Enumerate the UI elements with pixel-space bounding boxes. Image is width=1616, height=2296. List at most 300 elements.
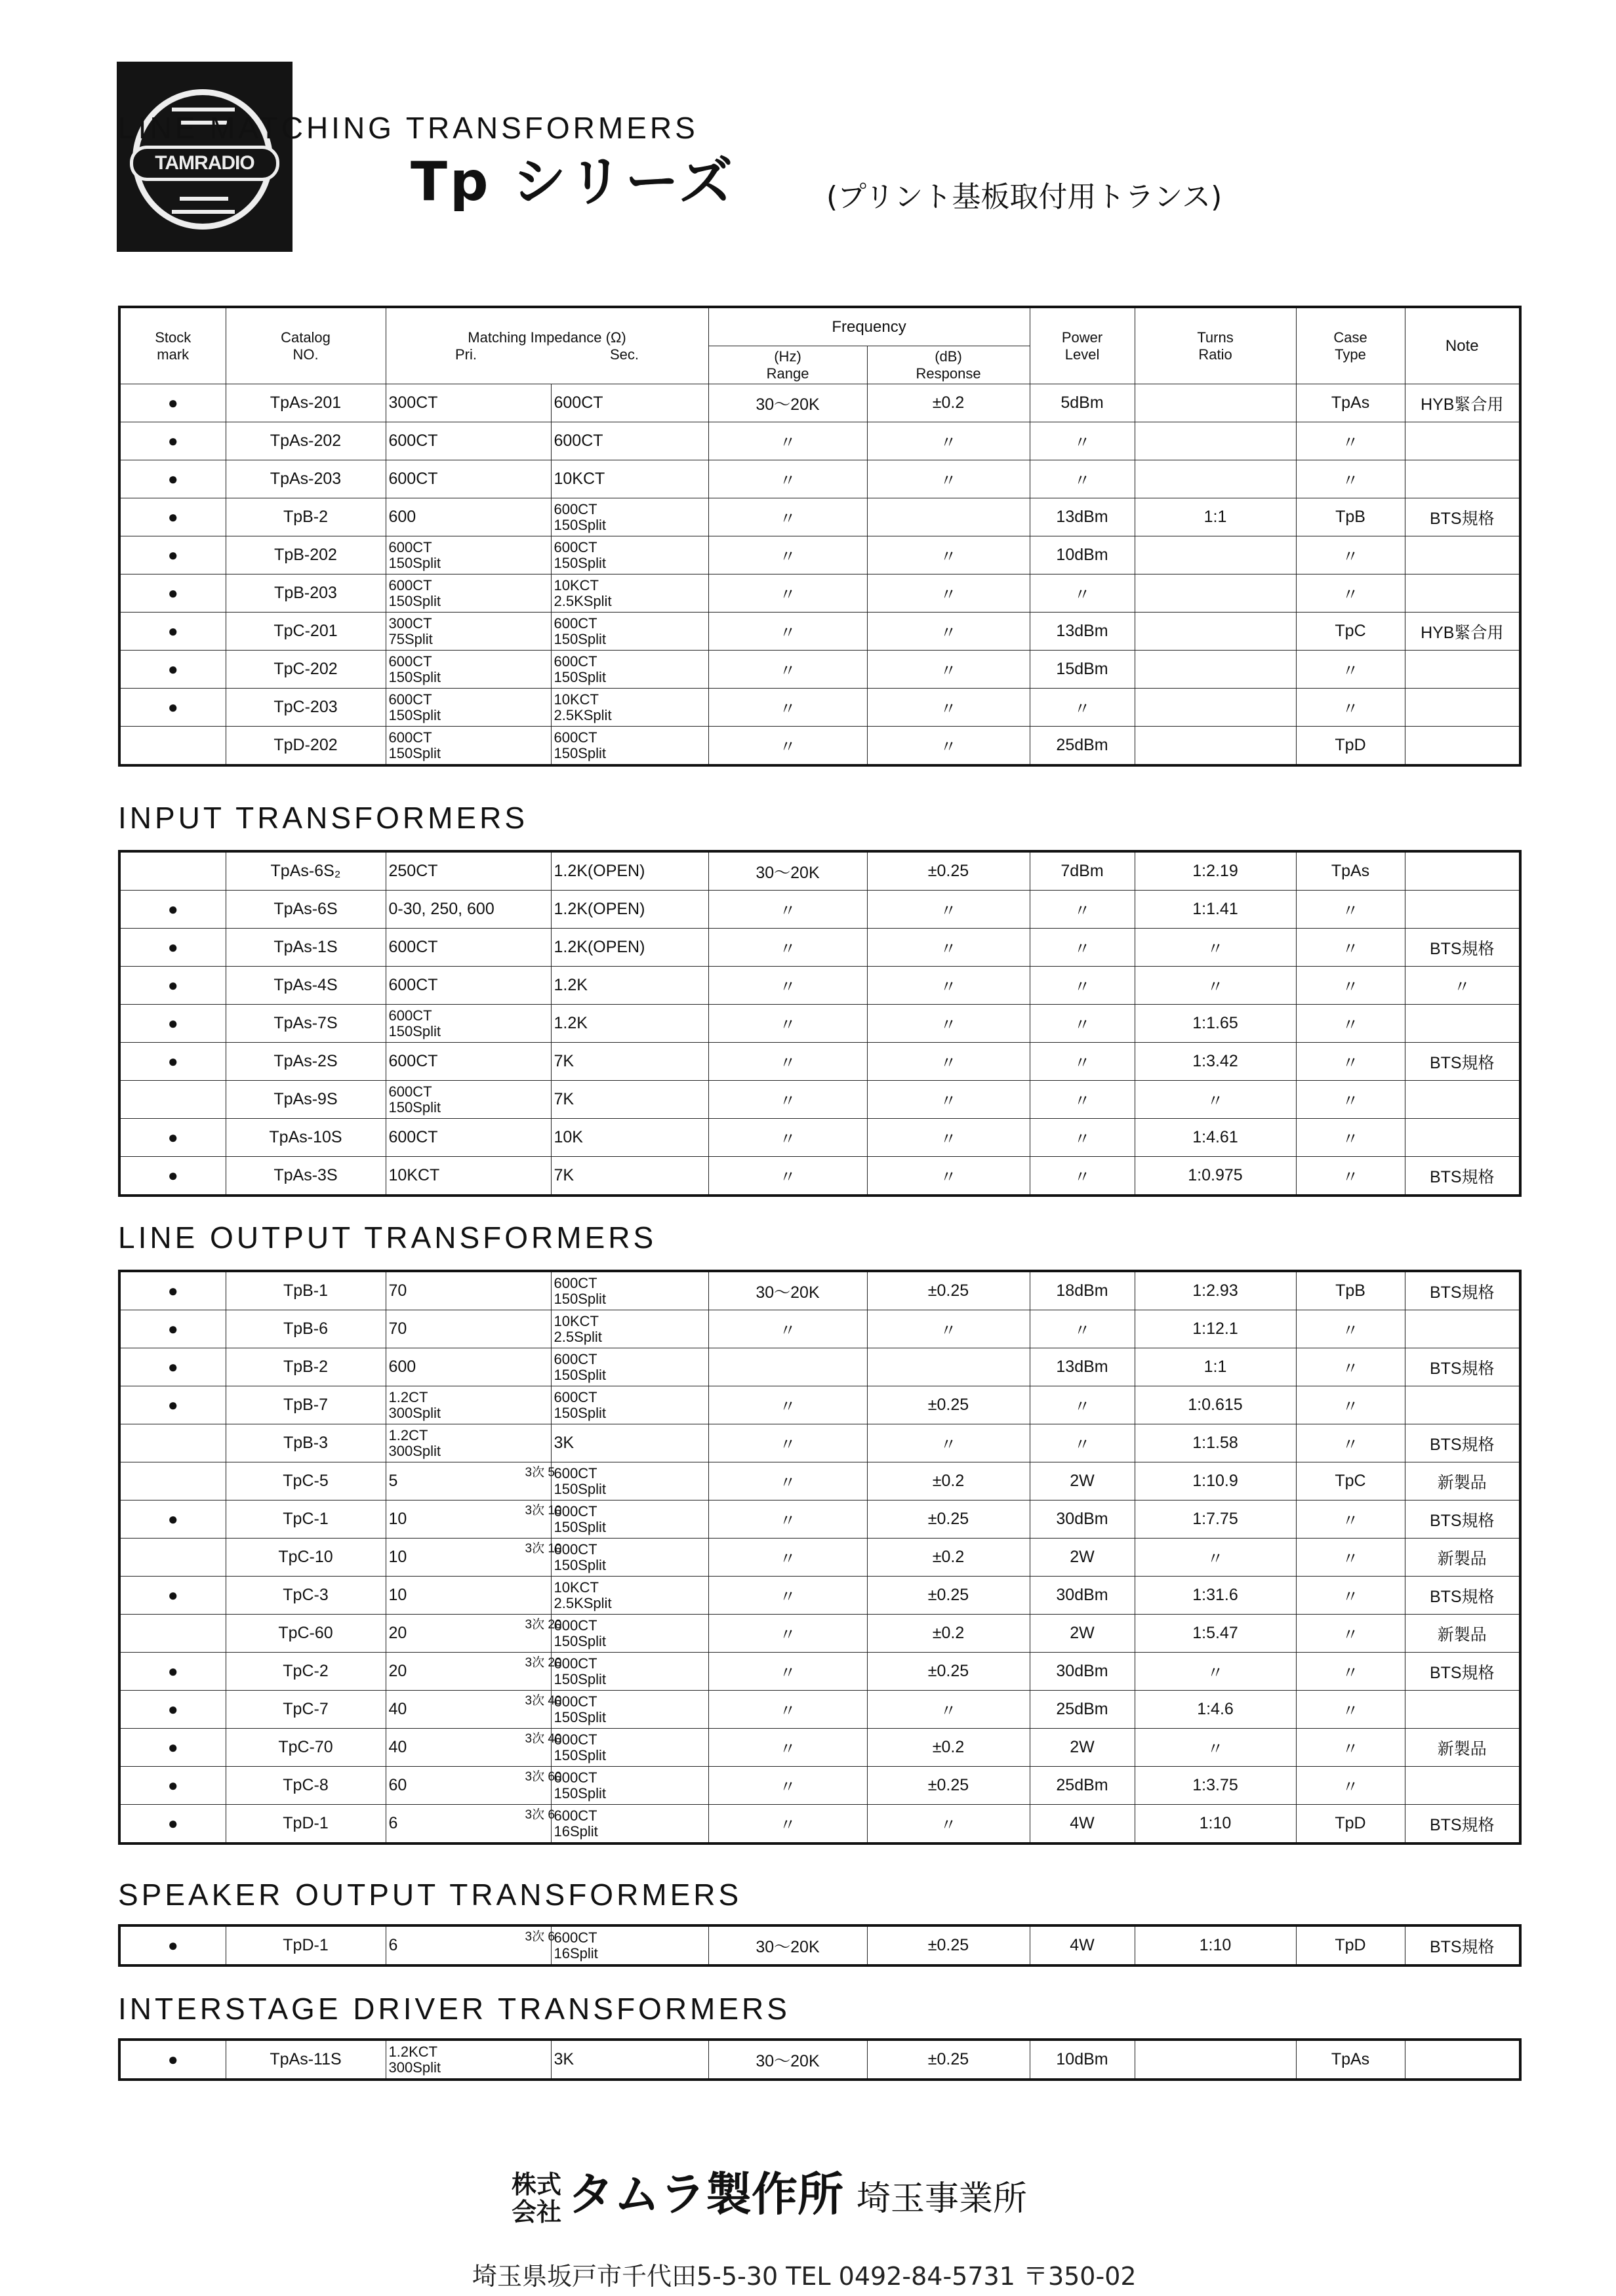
company-name: タムラ製作所 <box>568 2167 844 2221</box>
primary-impedance-line: 300CT <box>388 614 432 632</box>
turns-ratio: 〃 <box>1135 1081 1296 1119</box>
secondary-impedance <box>551 891 708 929</box>
turns-ratio: 1:0.975 <box>1135 1157 1296 1196</box>
note <box>1405 1119 1520 1157</box>
frequency-response: ±0.2 <box>867 1729 1030 1767</box>
header-range-line: (Hz) <box>774 348 801 365</box>
frequency-response: 〃 <box>867 574 1030 613</box>
case-type: TpB <box>1296 498 1405 536</box>
power-level: 7dBm <box>1030 851 1135 891</box>
note: BTS規格 <box>1405 498 1520 536</box>
footer-company <box>512 2158 1027 2226</box>
secondary-impedance-line: 150Split <box>554 668 607 685</box>
turns-ratio: 1:10 <box>1135 1805 1296 1844</box>
secondary-impedance-line: 7K <box>554 1166 575 1184</box>
primary-impedance-line: 150Split <box>388 668 441 685</box>
secondary-impedance-line: 150Split <box>554 1518 607 1535</box>
note: HYB緊合用 <box>1405 613 1520 651</box>
secondary-impedance <box>551 1462 708 1500</box>
header-impedance-sub <box>389 346 706 363</box>
transformer-table <box>118 2038 1522 2081</box>
frequency-response: ±0.25 <box>867 851 1030 891</box>
primary-impedance <box>386 2040 551 2080</box>
header-row <box>119 307 1520 346</box>
turns-ratio: 1:3.75 <box>1135 1767 1296 1805</box>
turns-ratio <box>1135 460 1296 498</box>
table-row <box>119 384 1520 422</box>
header-turns-ratio <box>1135 307 1296 384</box>
catalog-no: TpAs-201 <box>226 384 386 422</box>
case-type: 〃 <box>1296 460 1405 498</box>
primary-impedance <box>386 1119 551 1157</box>
table-row <box>119 1577 1520 1615</box>
transformer-table <box>118 850 1522 1197</box>
power-level: 〃 <box>1030 891 1135 929</box>
case-type: 〃 <box>1296 422 1405 460</box>
catalog-no: TpC-8 <box>226 1767 386 1805</box>
catalog-no: TpC-203 <box>226 689 386 727</box>
catalog-no: TpAs-6S <box>226 891 386 929</box>
note <box>1405 727 1520 766</box>
catalog-no: TpD-1 <box>226 1925 386 1965</box>
stock-mark: ● <box>119 1005 226 1043</box>
turns-ratio: 〃 <box>1135 929 1296 967</box>
note <box>1405 2040 1520 2080</box>
primary-impedance-line: 75Split <box>388 630 433 647</box>
turns-ratio: 1:5.47 <box>1135 1615 1296 1653</box>
case-type: 〃 <box>1296 1386 1405 1424</box>
secondary-impedance <box>551 1310 708 1348</box>
frequency-range: 〃 <box>708 1615 867 1653</box>
stock-mark: ● <box>119 1767 226 1805</box>
secondary-impedance-line: 600CT <box>554 729 597 746</box>
header-sec: Sec. <box>609 346 639 363</box>
power-level: 〃 <box>1030 1386 1135 1424</box>
secondary-impedance <box>551 536 708 574</box>
table-row <box>119 1729 1520 1767</box>
frequency-range: 〃 <box>708 1157 867 1196</box>
frequency-response: 〃 <box>867 613 1030 651</box>
frequency-range: 〃 <box>708 1767 867 1805</box>
secondary-impedance-line: 150Split <box>554 1632 607 1649</box>
secondary-impedance <box>551 1386 708 1424</box>
secondary-impedance-line: 1.2K(OPEN) <box>554 938 645 956</box>
power-level: 25dBm <box>1030 1767 1135 1805</box>
header-catalog-no-line: Catalog <box>281 329 331 346</box>
primary-impedance-line: 70 <box>388 1319 407 1338</box>
secondary-impedance-line: 600CT <box>554 614 597 632</box>
primary-impedance <box>386 1462 555 1500</box>
secondary-impedance-line: 150Split <box>554 1290 607 1307</box>
catalog-no: TpC-2 <box>226 1653 386 1691</box>
frequency-range: 〃 <box>708 1386 867 1424</box>
table-row <box>119 1805 1520 1844</box>
secondary-impedance-line: 150Split <box>554 1746 607 1763</box>
table-row <box>119 460 1520 498</box>
catalog-no: TpAs-3S <box>226 1157 386 1196</box>
case-type: 〃 <box>1296 1615 1405 1653</box>
frequency-response: ±0.25 <box>867 1271 1030 1310</box>
frequency-response: 〃 <box>867 689 1030 727</box>
frequency-response: ±0.25 <box>867 1500 1030 1539</box>
company-division: 埼玉事業所 <box>857 2179 1028 2219</box>
turns-ratio: 1:0.615 <box>1135 1386 1296 1424</box>
turns-ratio <box>1135 536 1296 574</box>
stock-mark: ● <box>119 1119 226 1157</box>
frequency-response: 〃 <box>867 651 1030 689</box>
stock-mark: ● <box>119 1925 226 1965</box>
frequency-range: 〃 <box>708 727 867 766</box>
turns-ratio: 1:2.93 <box>1135 1271 1296 1310</box>
case-type: TpD <box>1296 1925 1405 1965</box>
table-row <box>119 1767 1520 1805</box>
frequency-response: ±0.25 <box>867 1386 1030 1424</box>
header-case-type-line: Case <box>1333 329 1367 346</box>
logo-bolt-mark <box>172 210 235 214</box>
secondary-impedance <box>551 2040 708 2080</box>
frequency-response: 〃 <box>867 1081 1030 1119</box>
secondary-impedance-line: 150Split <box>554 1784 607 1802</box>
table-row <box>119 1271 1520 1310</box>
turns-ratio: 1:10.9 <box>1135 1462 1296 1500</box>
frequency-range: 〃 <box>708 1043 867 1081</box>
secondary-impedance-line: 600CT <box>554 1464 597 1481</box>
transformer-table <box>118 306 1522 767</box>
turns-ratio: 1:3.42 <box>1135 1043 1296 1081</box>
stock-mark: ● <box>119 1157 226 1196</box>
note <box>1405 651 1520 689</box>
header-catalog-no <box>226 307 386 384</box>
primary-impedance-line: 300Split <box>388 2059 441 2076</box>
case-type: TpAs <box>1296 2040 1405 2080</box>
secondary-impedance-line: 600CT <box>554 1617 597 1634</box>
table-row <box>119 422 1520 460</box>
turns-ratio: 1:31.6 <box>1135 1577 1296 1615</box>
catalog-no: TpAs-11S <box>226 2040 386 2080</box>
catalog-no: TpB-2 <box>226 498 386 536</box>
turns-ratio <box>1135 613 1296 651</box>
catalog-no: TpB-203 <box>226 574 386 613</box>
transformer-table <box>118 1924 1522 1967</box>
turns-ratio <box>1135 689 1296 727</box>
primary-impedance-line: 5 <box>388 1472 398 1490</box>
catalog-no: TpAs-203 <box>226 460 386 498</box>
frequency-response: 〃 <box>867 422 1030 460</box>
frequency-range: 〃 <box>708 536 867 574</box>
tertiary-winding: 3次 20 <box>525 1656 562 1670</box>
table-row <box>119 1043 1520 1081</box>
stock-mark: ● <box>119 1653 226 1691</box>
note: BTS規格 <box>1405 1500 1520 1539</box>
note <box>1405 689 1520 727</box>
primary-impedance-line: 20 <box>388 1662 407 1680</box>
catalog-no: TpAs-9S <box>226 1081 386 1119</box>
stock-mark: ● <box>119 422 226 460</box>
power-level: 5dBm <box>1030 384 1135 422</box>
logo-bolt-mark <box>180 197 228 201</box>
turns-ratio: 1:2.19 <box>1135 851 1296 891</box>
secondary-impedance-line: 2.5KSplit <box>554 1594 612 1611</box>
table-row <box>119 891 1520 929</box>
stock-mark: ● <box>119 1500 226 1539</box>
primary-impedance-line: 600CT <box>388 538 432 555</box>
frequency-response: ±0.25 <box>867 1577 1030 1615</box>
secondary-impedance-line: 10KCT <box>554 691 599 708</box>
power-level: 〃 <box>1030 574 1135 613</box>
note: 新製品 <box>1405 1539 1520 1577</box>
tertiary-winding: 3次 20 <box>525 1618 562 1632</box>
frequency-response: ±0.2 <box>867 1615 1030 1653</box>
tertiary-winding: 3次 40 <box>525 1694 562 1708</box>
stock-mark: ● <box>119 574 226 613</box>
secondary-impedance-line: 1.2K(OPEN) <box>554 900 645 918</box>
note <box>1405 1310 1520 1348</box>
secondary-impedance-line: 150Split <box>554 744 607 761</box>
note: 新製品 <box>1405 1615 1520 1653</box>
primary-impedance <box>386 460 551 498</box>
catalog-no: TpAs-1S <box>226 929 386 967</box>
table-row <box>119 1081 1520 1119</box>
case-type: TpB <box>1296 1271 1405 1310</box>
secondary-impedance <box>551 1271 708 1310</box>
secondary-impedance <box>551 1157 708 1196</box>
note <box>1405 1767 1520 1805</box>
frequency-range: 〃 <box>708 613 867 651</box>
note <box>1405 851 1520 891</box>
primary-impedance-line: 40 <box>388 1738 407 1756</box>
power-level: 2W <box>1030 1729 1135 1767</box>
secondary-impedance <box>551 727 708 766</box>
table-row <box>119 851 1520 891</box>
note: 新製品 <box>1405 1729 1520 1767</box>
turns-ratio: 〃 <box>1135 967 1296 1005</box>
note <box>1405 891 1520 929</box>
stock-mark: ● <box>119 1348 226 1386</box>
secondary-impedance-line: 600CT <box>554 1655 597 1672</box>
frequency-response: 〃 <box>867 929 1030 967</box>
stock-mark: ● <box>119 1577 226 1615</box>
frequency-response: 〃 <box>867 460 1030 498</box>
turns-ratio: 1:4.6 <box>1135 1691 1296 1729</box>
case-type: 〃 <box>1296 1348 1405 1386</box>
frequency-range: 〃 <box>708 651 867 689</box>
primary-impedance <box>386 1577 551 1615</box>
secondary-impedance-line: 600CT <box>554 500 597 517</box>
frequency-range: 〃 <box>708 1081 867 1119</box>
catalog-no: TpB-202 <box>226 536 386 574</box>
secondary-impedance <box>551 384 708 422</box>
note <box>1405 536 1520 574</box>
case-type: 〃 <box>1296 1043 1405 1081</box>
note: HYB緊合用 <box>1405 384 1520 422</box>
stock-mark: ● <box>119 929 226 967</box>
header-stock-mark-line: mark <box>157 346 190 363</box>
power-level: 25dBm <box>1030 1691 1135 1729</box>
note: BTS規格 <box>1405 1348 1520 1386</box>
primary-impedance <box>386 1805 555 1844</box>
power-level: 〃 <box>1030 967 1135 1005</box>
power-level: 25dBm <box>1030 727 1135 766</box>
table-row <box>119 1157 1520 1196</box>
header-response-line: Response <box>916 365 981 382</box>
note: BTS規格 <box>1405 1805 1520 1844</box>
primary-impedance-line: 150Split <box>388 706 441 723</box>
header-case-type <box>1296 307 1405 384</box>
primary-impedance-line: 10 <box>388 1548 407 1566</box>
secondary-impedance-line: 3K <box>554 2050 575 2068</box>
primary-impedance-line: 600CT <box>388 938 438 956</box>
secondary-impedance <box>551 422 708 460</box>
secondary-impedance <box>551 1615 708 1653</box>
table-row <box>119 613 1520 651</box>
power-level: 13dBm <box>1030 613 1135 651</box>
primary-impedance-line: 600CT <box>388 653 432 670</box>
primary-impedance <box>386 891 551 929</box>
primary-impedance-line: 600 <box>388 508 416 526</box>
secondary-impedance-line: 150Split <box>554 554 607 571</box>
secondary-impedance <box>551 851 708 891</box>
primary-impedance-line: 150Split <box>388 744 441 761</box>
frequency-range: 30～20K <box>708 1925 867 1965</box>
secondary-impedance-line: 10KCT <box>554 470 605 488</box>
power-level: 〃 <box>1030 1005 1135 1043</box>
primary-impedance <box>386 1539 562 1577</box>
secondary-impedance-line: 600CT <box>554 393 603 412</box>
primary-impedance <box>386 613 551 651</box>
power-level: 13dBm <box>1030 498 1135 536</box>
turns-ratio <box>1135 651 1296 689</box>
turns-ratio: 1:10 <box>1135 1925 1296 1965</box>
primary-impedance-line: 1.2KCT <box>388 2043 438 2060</box>
secondary-impedance-line: 1.2K <box>554 976 588 994</box>
primary-impedance-line: 6 <box>388 1814 398 1832</box>
secondary-impedance <box>551 651 708 689</box>
power-level: 18dBm <box>1030 1271 1135 1310</box>
primary-impedance <box>386 1424 551 1462</box>
header-stock-mark <box>119 307 226 384</box>
case-type: 〃 <box>1296 1157 1405 1196</box>
catalog-no: TpC-202 <box>226 651 386 689</box>
header-power-level-line: Power <box>1061 329 1103 346</box>
catalog-no: TpC-60 <box>226 1615 386 1653</box>
secondary-impedance-line: 600CT <box>554 1929 597 1946</box>
frequency-response <box>867 498 1030 536</box>
secondary-impedance <box>551 1653 708 1691</box>
stock-mark: ● <box>119 498 226 536</box>
secondary-impedance <box>551 929 708 967</box>
primary-impedance-line: 600 <box>388 1358 416 1376</box>
tertiary-winding: 3次 10 <box>525 1542 562 1556</box>
case-type: 〃 <box>1296 1539 1405 1577</box>
frequency-response: 〃 <box>867 1424 1030 1462</box>
case-type: 〃 <box>1296 1691 1405 1729</box>
secondary-impedance-line: 16Split <box>554 1823 598 1840</box>
frequency-range: 〃 <box>708 1577 867 1615</box>
note <box>1405 460 1520 498</box>
stock-mark: ● <box>119 689 226 727</box>
case-type: 〃 <box>1296 1500 1405 1539</box>
frequency-range: 30～20K <box>708 851 867 891</box>
header-stock-mark-line: Stock <box>155 329 192 346</box>
primary-impedance-line: 10KCT <box>388 1166 440 1184</box>
transformer-table <box>118 1270 1522 1845</box>
section-title: INTERSTAGE DRIVER TRANSFORMERS <box>118 1992 790 2026</box>
frequency-response: ±0.25 <box>867 1653 1030 1691</box>
secondary-impedance <box>551 460 708 498</box>
table-row <box>119 651 1520 689</box>
secondary-impedance <box>551 1081 708 1119</box>
frequency-response: ±0.2 <box>867 1539 1030 1577</box>
catalog-no: TpD-202 <box>226 727 386 766</box>
secondary-impedance-line: 600CT <box>554 538 597 555</box>
section-title: LINE OUTPUT TRANSFORMERS <box>118 1220 657 1255</box>
logo-text: TAMRADIO <box>130 146 279 181</box>
note <box>1405 1005 1520 1043</box>
frequency-range: 〃 <box>708 967 867 1005</box>
secondary-impedance-line: 10KCT <box>554 576 599 594</box>
secondary-impedance-line: 600CT <box>554 1731 597 1748</box>
secondary-impedance-line: 1.2K <box>554 1014 588 1032</box>
primary-impedance <box>386 1729 562 1767</box>
frequency-range: 〃 <box>708 1005 867 1043</box>
primary-impedance-line: 150Split <box>388 1098 441 1116</box>
header-catalog-no-line: NO. <box>293 346 319 363</box>
table-row <box>119 1539 1520 1577</box>
primary-impedance <box>386 422 551 460</box>
header-impedance <box>386 307 708 384</box>
frequency-response: ±0.25 <box>867 1767 1030 1805</box>
case-type: TpAs <box>1296 851 1405 891</box>
primary-impedance <box>386 851 551 891</box>
company-type-line: 会社 <box>512 2197 562 2226</box>
primary-impedance-line: 300Split <box>388 1404 441 1421</box>
secondary-impedance <box>551 967 708 1005</box>
primary-impedance <box>386 536 551 574</box>
frequency-response: 〃 <box>867 1157 1030 1196</box>
primary-impedance <box>386 967 551 1005</box>
note <box>1405 1081 1520 1119</box>
secondary-impedance-line: 150Split <box>554 1556 607 1573</box>
stock-mark <box>119 851 226 891</box>
frequency-response: ±0.2 <box>867 384 1030 422</box>
table-row <box>119 689 1520 727</box>
frequency-response: 〃 <box>867 891 1030 929</box>
case-type: 〃 <box>1296 1424 1405 1462</box>
tertiary-winding: 3次 6 <box>525 1808 555 1822</box>
header-turns-ratio-line: Ratio <box>1198 346 1232 363</box>
stock-mark <box>119 1462 226 1500</box>
frequency-range: 〃 <box>708 574 867 613</box>
table-row <box>119 967 1520 1005</box>
primary-impedance-line: 600CT <box>388 432 438 450</box>
catalog-no: TpAs-2S <box>226 1043 386 1081</box>
catalog-no: TpC-70 <box>226 1729 386 1767</box>
secondary-impedance-line: 600CT <box>554 1541 597 1558</box>
power-level: 〃 <box>1030 689 1135 727</box>
case-type: 〃 <box>1296 536 1405 574</box>
note <box>1405 1691 1520 1729</box>
frequency-response: 〃 <box>867 1310 1030 1348</box>
case-type: 〃 <box>1296 1005 1405 1043</box>
company-type-label <box>512 2171 561 2226</box>
case-type: 〃 <box>1296 1729 1405 1767</box>
catalog-no: TpB-1 <box>226 1271 386 1310</box>
turns-ratio <box>1135 384 1296 422</box>
primary-impedance-line: 40 <box>388 1700 407 1718</box>
stock-mark: ● <box>119 613 226 651</box>
power-level: 〃 <box>1030 1081 1135 1119</box>
frequency-response: 〃 <box>867 1805 1030 1844</box>
